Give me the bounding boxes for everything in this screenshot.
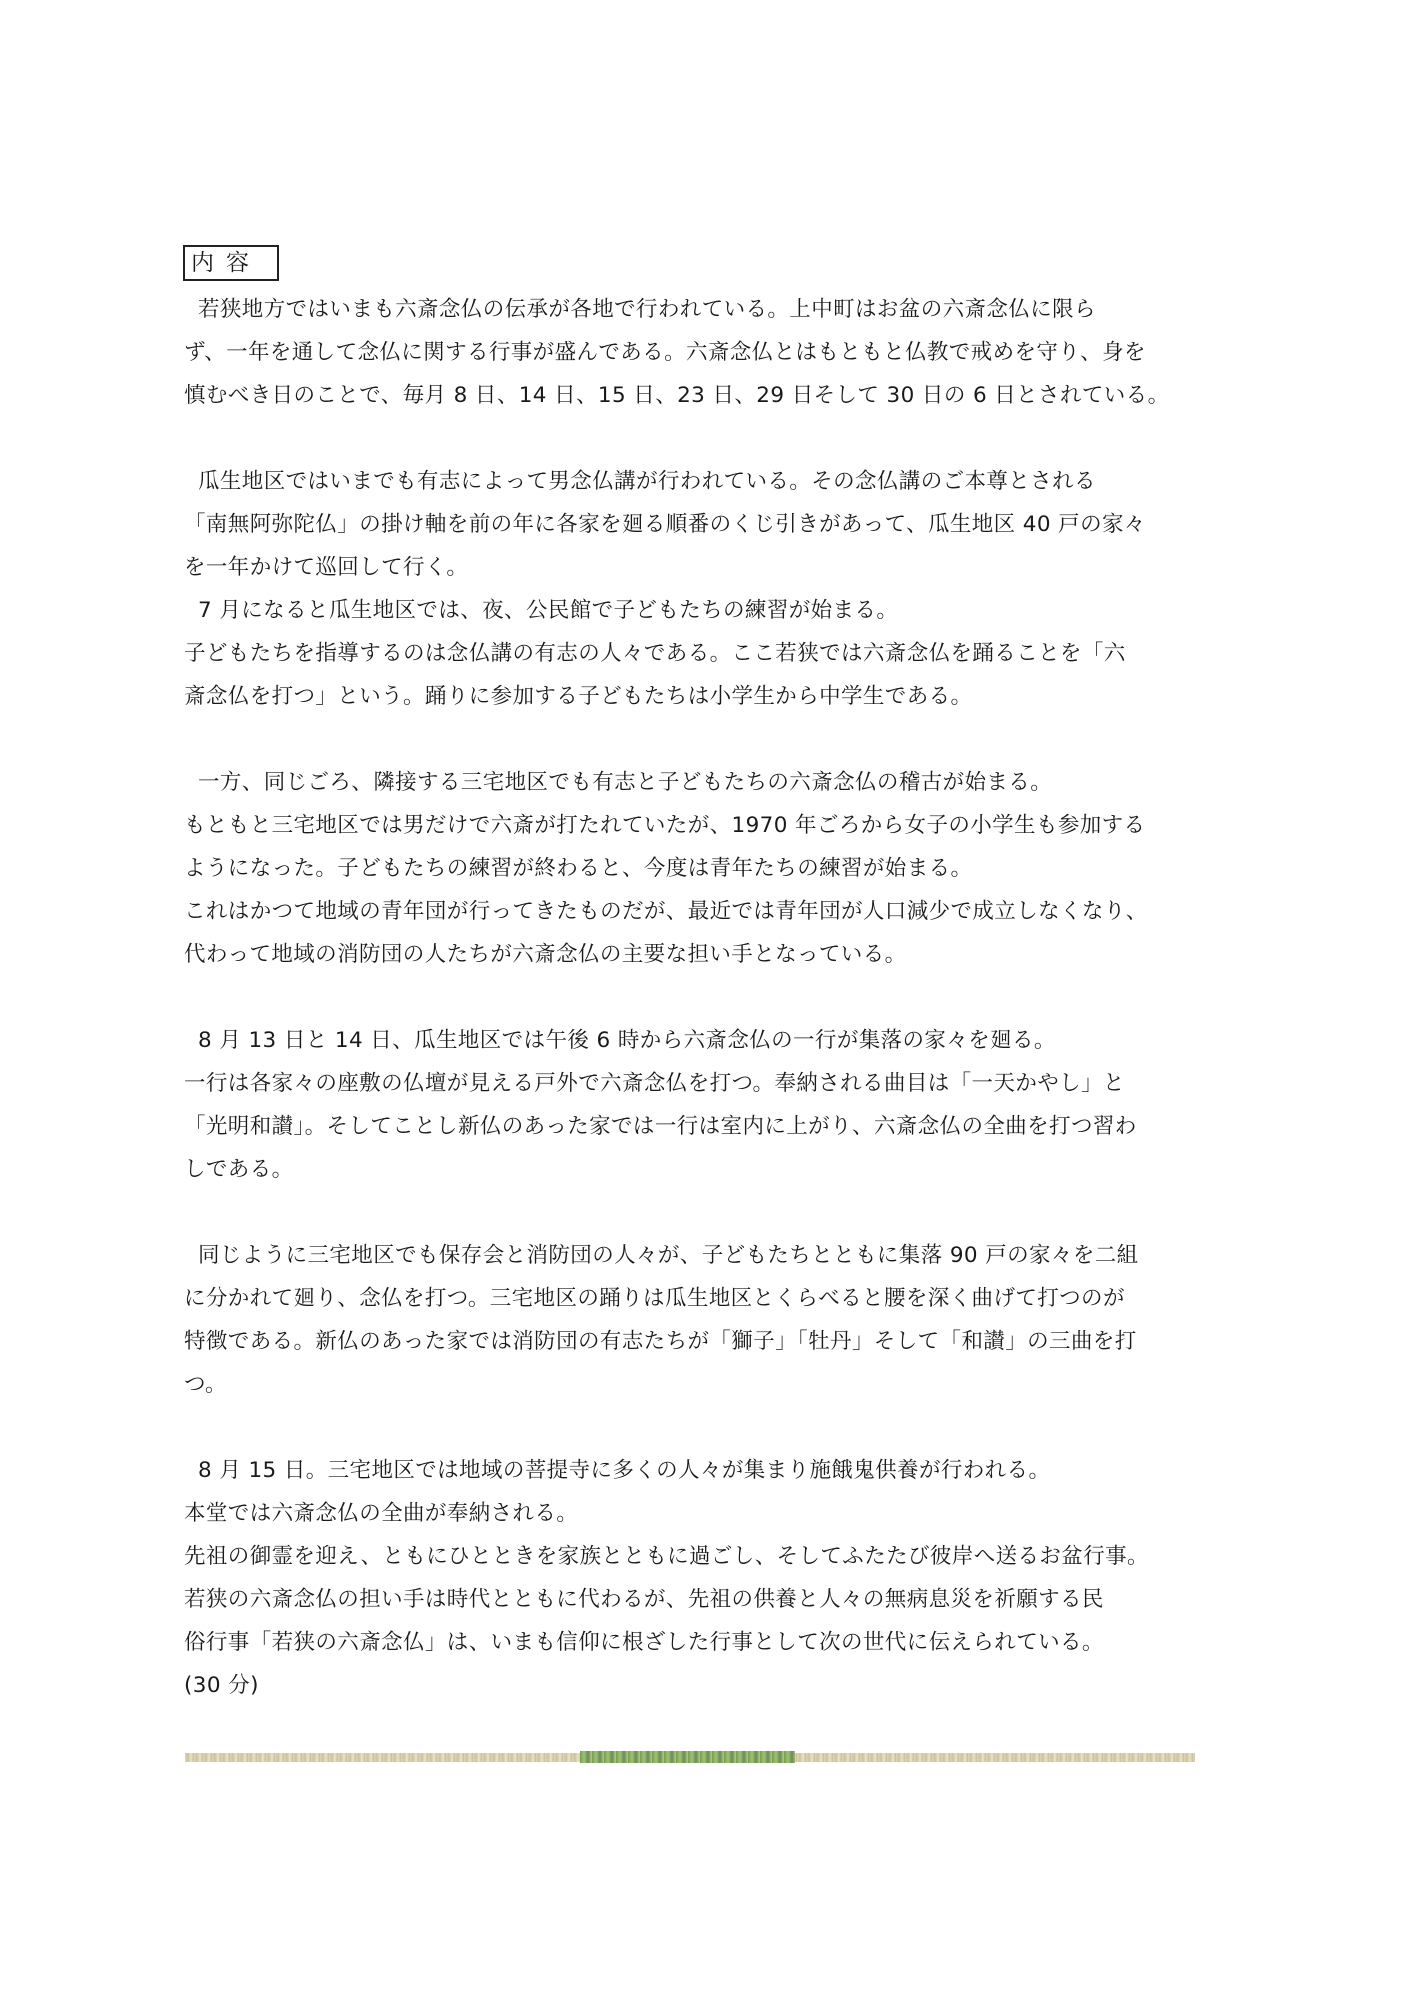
paragraph-line: 同じように三宅地区でも保存会と消防団の人々が、子どもたちとともに集落 90 戸の家々を二組 [198,1243,1139,1268]
paragraph-line: 瓜生地区ではいまでも有志によって男念仏講が行われている。その念仏講のご本尊とされる [198,469,1096,494]
paragraph-line: 特徴である。新仏のあった家では消防団の有志たちが「獅子」「牡丹」そして「和讃」の三曲を打 [184,1329,1137,1354]
paragraph-line: 本堂では六斎念仏の全曲が奉納される。 [184,1501,579,1526]
paragraph-line: 慎むべき日のことで、毎月 8 日、14 日、15 日、23 日、29 日そして 30 日の 6 日とされている。 [184,383,1170,408]
paragraph-gap [184,1191,1224,1234]
paragraph-line: 斎念仏を打つ」という。踊りに参加する子どもたちは小学生から中学生である。 [184,684,973,709]
paragraph-line: 一方、同じごろ、隣接する三宅地区でも有志と子どもたちの六斎念仏の稽古が始まる。 [198,770,1053,795]
paragraph-gap [184,718,1224,761]
decorative-divider-center [580,1751,795,1763]
paragraph-line: 俗行事「若狭の六斎念仏」は、いまも信仰に根ざした行事として次の世代に伝えられている。 [184,1630,1104,1655]
paragraph-line: つ。 [184,1372,227,1397]
paragraph-line: 若狭地方ではいまも六斎念仏の伝承が各地で行われている。上中町はお盆の六斎念仏に限ら [198,297,1096,322]
paragraph-line: もともと三宅地区では男だけで六斎が打たれていたが、1970 年ごろから女子の小学生も参加する [184,813,1146,838]
paragraph-line: これはかつて地域の青年団が行ってきたものだが、最近では青年団が人口減少で成立しなくなり、 [184,899,1148,924]
section-heading: 内容 [183,245,279,281]
paragraph-line: ようになった。子どもたちの練習が終わると、今度は青年たちの練習が始まる。 [184,856,973,881]
paragraph-line: 「光明和讃」。そしてことし新仏のあった家では一行は室内に上がり、六斎念仏の全曲を打つ習わ [184,1114,1137,1139]
paragraph-line: を一年かけて巡回して行く。 [184,555,469,580]
paragraph-line: 8 月 13 日と 14 日、瓜生地区では午後 6 時から六斎念仏の一行が集落の家々を廻る。 [198,1028,1056,1053]
paragraph-line: しである。 [184,1157,294,1182]
paragraph-line: 7 月になると瓜生地区では、夜、公民館で子どもたちの練習が始まる。 [198,598,899,623]
paragraph-line: 子どもたちを指導するのは念仏講の有志の人々である。ここ若狭では六斎念仏を踊ることを「六 [184,641,1126,666]
paragraph-line: 「南無阿弥陀仏」の掛け軸を前の年に各家を廻る順番のくじ引きがあって、瓜生地区 40 戸の家々 [184,512,1146,537]
paragraph-line: に分かれて廻り、念仏を打つ。三宅地区の踊りは瓜生地区とくらべると腰を深く曲げて打つのが [184,1286,1125,1311]
paragraph-line: ず、一年を通して念仏に関する行事が盛んである。六斎念仏とはもともと仏教で戒めを守り、身を [184,340,1146,365]
duration-note: (30 分) [184,1673,259,1698]
paragraph-gap [184,1406,1224,1449]
paragraph-gap [184,417,1224,460]
paragraph-line: 先祖の御霊を迎え、ともにひとときを家族とともに過ごし、そしてふたたび彼岸へ送るお盆行事。 [184,1544,1149,1569]
document-body [184,288,1224,1707]
paragraph-line: 若狭の六斎念仏の担い手は時代とともに代わるが、先祖の供養と人々の無病息災を祈願する民 [184,1587,1104,1612]
paragraph-line: 代わって地域の消防団の人たちが六斎念仏の主要な担い手となっている。 [184,942,907,967]
paragraph-line: 一行は各家々の座敷の仏壇が見える戸外で六斎念仏を打つ。奉納される曲目は「一天かやし」と [184,1071,1125,1096]
paragraph-gap [184,976,1224,1019]
paragraph-line: 8 月 15 日。三宅地区では地域の菩提寺に多くの人々が集まり施餓鬼供養が行われる。 [198,1458,1051,1483]
